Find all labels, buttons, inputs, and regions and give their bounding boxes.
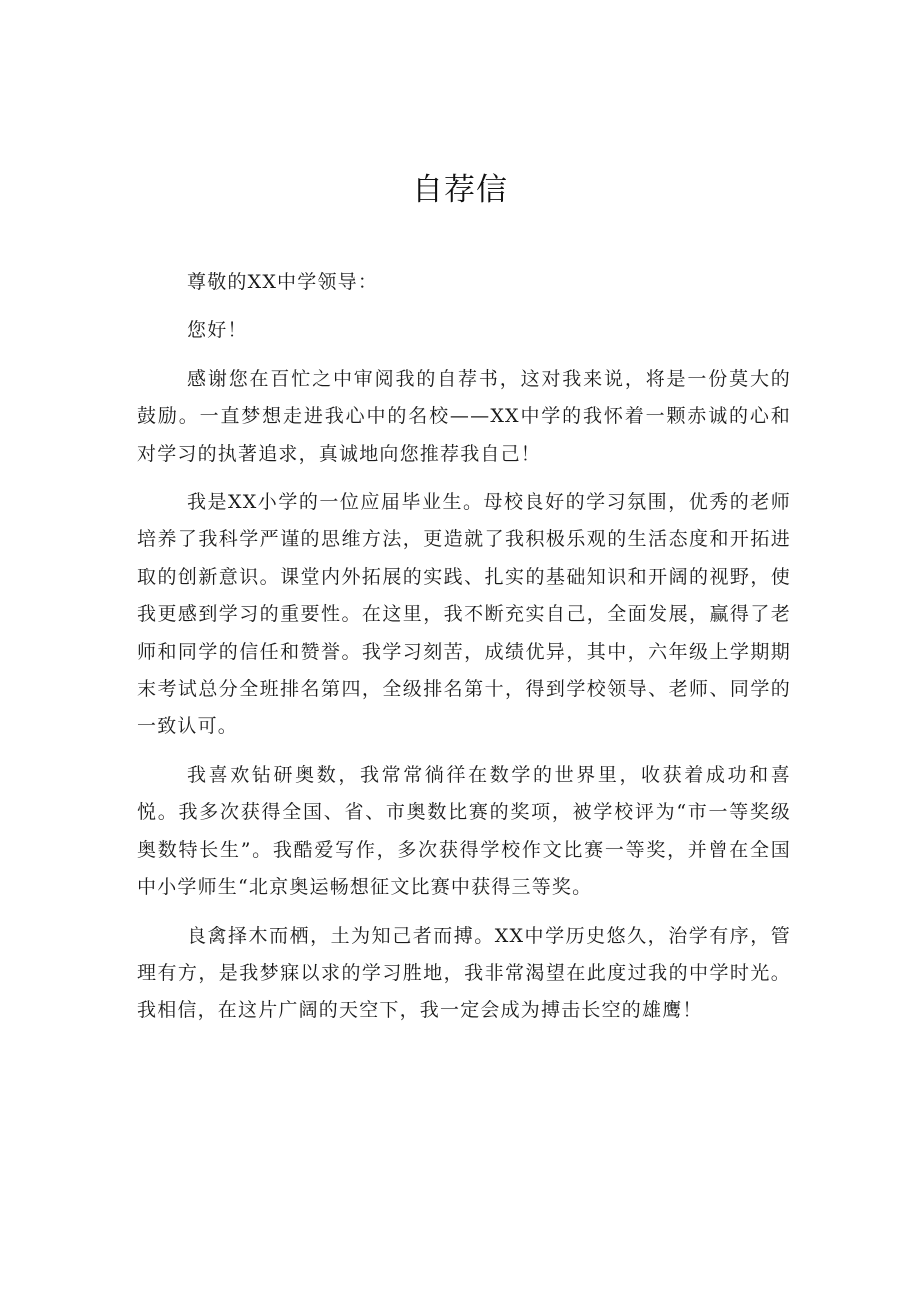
salutation: 尊敬的XX中学领导： [187, 271, 379, 293]
letter-body [137, 264, 791, 1030]
paragraph: 感谢您在百忙之中审阅我的自荐书，这对我来说，将是一份莫大的鼓励。一直梦想走进我心中的名校——XX中学的我怀着一颗赤诚的心和对学习的执著追求，真诚地向您推荐我自己！ [137, 367, 791, 465]
paragraph: 我是XX小学的一位应届毕业生。母校良好的学习氛围，优秀的老师培养了我科学严谨的思维方法，更造就了我积极乐观的生活态度和开拓进取的创新意识。课堂内外拓展的实践、扎实的基础知识和开阔的视野，使我更感到学习的重要性。在这里，我不断充实自己，全面发展，赢得了老师和同学的信任和赞誉。我学习刻苦，成绩优异，其中，六年级上学期期末考试总分全班排名第四，全级排名第十，得到学校领导、老师、同学的一致认可。 [137, 491, 791, 738]
greeting: 您好！ [187, 319, 248, 342]
paragraph: 我喜欢钻研奥数，我常常徜徉在数学的世界里，收获着成功和喜悦。我多次获得全国、省、市奥数比赛的奖项，被学校评为“市一等奖级奥数特长生”。我酷爱写作，多次获得学校作文比赛一等奖，并曾在全国中小学师生“北京奥运畅想征文比赛中获得三等奖。 [137, 763, 791, 899]
paragraph: 良禽择木而栖，土为知己者而搏。XX中学历史悠久，治学有序，管理有方，是我梦寐以求的学习胜地，我非常渴望在此度过我的中学时光。我相信，在这片广阔的天空下，我一定会成为搏击长空的雄鹰！ [137, 924, 791, 1022]
page-title: 自荐信 [412, 172, 508, 208]
